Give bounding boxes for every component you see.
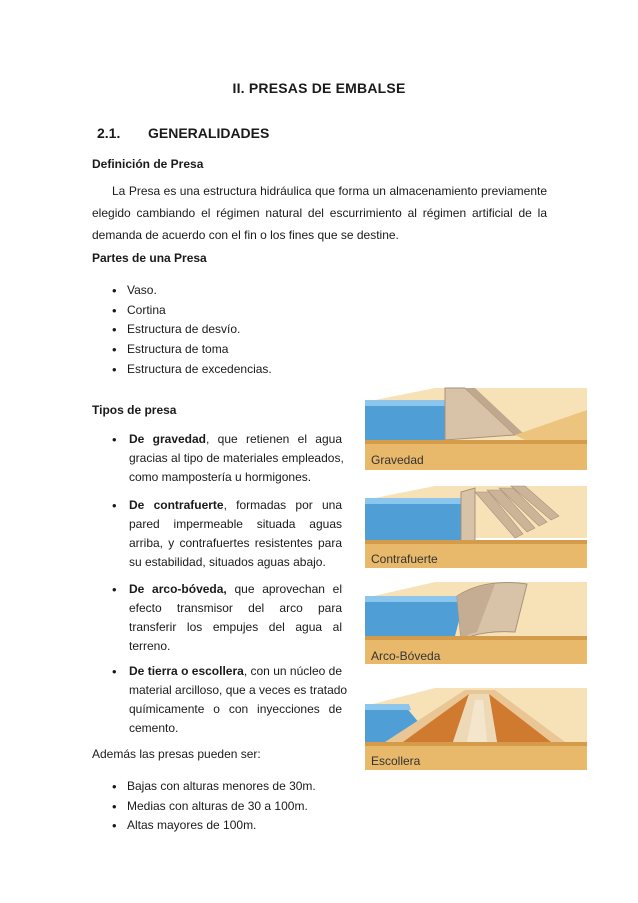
type-term: De contrafuerte [129, 498, 224, 512]
figure-label: Gravedad [371, 453, 424, 467]
list-item: • Estructura de excedencias. [92, 360, 272, 380]
figure-label: Escollera [371, 754, 421, 768]
type-line: cemento. [129, 721, 179, 735]
type-line: su estabilidad, situados aguas abajo. [129, 555, 326, 569]
heights-intro: Además las presas pueden ser: [92, 747, 261, 761]
definition-paragraph [92, 180, 547, 246]
heights-list [92, 777, 316, 836]
list-item: • Estructura de toma [92, 340, 272, 360]
type-line: como mampostería u hormigones. [129, 470, 312, 484]
type-line: terreno. [129, 639, 171, 653]
list-item: • Medias con alturas de 30 a 100m. [92, 797, 316, 817]
page-title: II. PRESAS DE EMBALSE [232, 80, 406, 96]
type-term: De arco-bóveda, [129, 582, 227, 596]
list-item: • Altas mayores de 100m. [92, 816, 316, 836]
list-item: • Vaso. [92, 281, 272, 301]
type-line: gracias al tipo de materiales empleados, [129, 451, 344, 465]
type-line: material arcilloso, que a veces es tratado [129, 683, 348, 697]
type-term: De gravedad [129, 432, 207, 446]
gravity-dam-figure [365, 380, 587, 470]
paragraph-line: La Presa es una estructura hidráulica que forma un almacenamiento previamente [112, 184, 547, 198]
type-term: De tierra o escollera [129, 664, 244, 678]
buttress-dam-figure [365, 478, 587, 568]
type-line: efecto transmisor del arco para [129, 601, 342, 615]
type-line: arriba, y contrafuertes resistentes para [129, 536, 342, 550]
list-item: • Cortina [92, 301, 272, 321]
rockfill-dam-figure [365, 670, 587, 770]
parts-heading: Partes de una Presa [92, 251, 207, 265]
arch-dam-figure [365, 574, 587, 664]
section-heading [97, 125, 269, 141]
type-line: pared impermeable situada aguas [129, 517, 342, 531]
document-page: II. PRESAS DE EMBALSE 2.1. GENERALIDADES Definición de Presa La Presa es una estructura hidráulica que forma un almacenamiento previamente elegido cambiando el régimen natural del escurrimiento al régimen artificial de la demanda de acuerdo con el fin o los fines que se destine. Partes de una Presa • Vaso. • Cortina • Estructura de desvío. • Estructura de toma • Estructura de excedencias. Tipos de presa • De gravedad, que retienen el agua gracias al tipo de materiales empleados, como mampostería u hormigones. • De contrafuerte, formadas por una pared impermeable situada aguas arriba, y contrafuertes resistentes para su estabilidad, situados aguas abajo. • De arco-bóveda, que aprovechan el efecto transmisor del arco para transferir los empujes del agua al terreno. • De tierra o escollera, con un núcleo de material arcilloso, que a veces es tratado químicamente o con inyecciones de cemento. Gravedad Contrafuerte Arco-Bóveda Escollera Además las presas pueden ser: • Bajas con alturas menores de 30m. • Medias con alturas de 30 a 100m. • Altas mayores de 100m. [0, 0, 638, 903]
figure-label: Arco-Bóveda [371, 649, 441, 663]
type-line: transferir los empujes del agua al [129, 620, 342, 634]
types-heading: Tipos de presa [92, 403, 177, 417]
list-item: • Estructura de desvío. [92, 320, 272, 340]
figure-label: Contrafuerte [371, 552, 438, 566]
section-label: GENERALIDADES [148, 125, 270, 141]
paragraph-line: demanda de acuerdo con el fin o los fines que se destine. [92, 228, 399, 242]
section-number: 2.1. [97, 125, 121, 141]
list-item: • Bajas con alturas menores de 30m. [92, 777, 316, 797]
parts-list [92, 281, 272, 380]
type-line: químicamente o con inyecciones de [129, 702, 342, 716]
definition-heading: Definición de Presa [92, 157, 204, 171]
paragraph-line: elegido cambiando el régimen natural del escurrimiento al régimen artificial de la [92, 206, 547, 220]
